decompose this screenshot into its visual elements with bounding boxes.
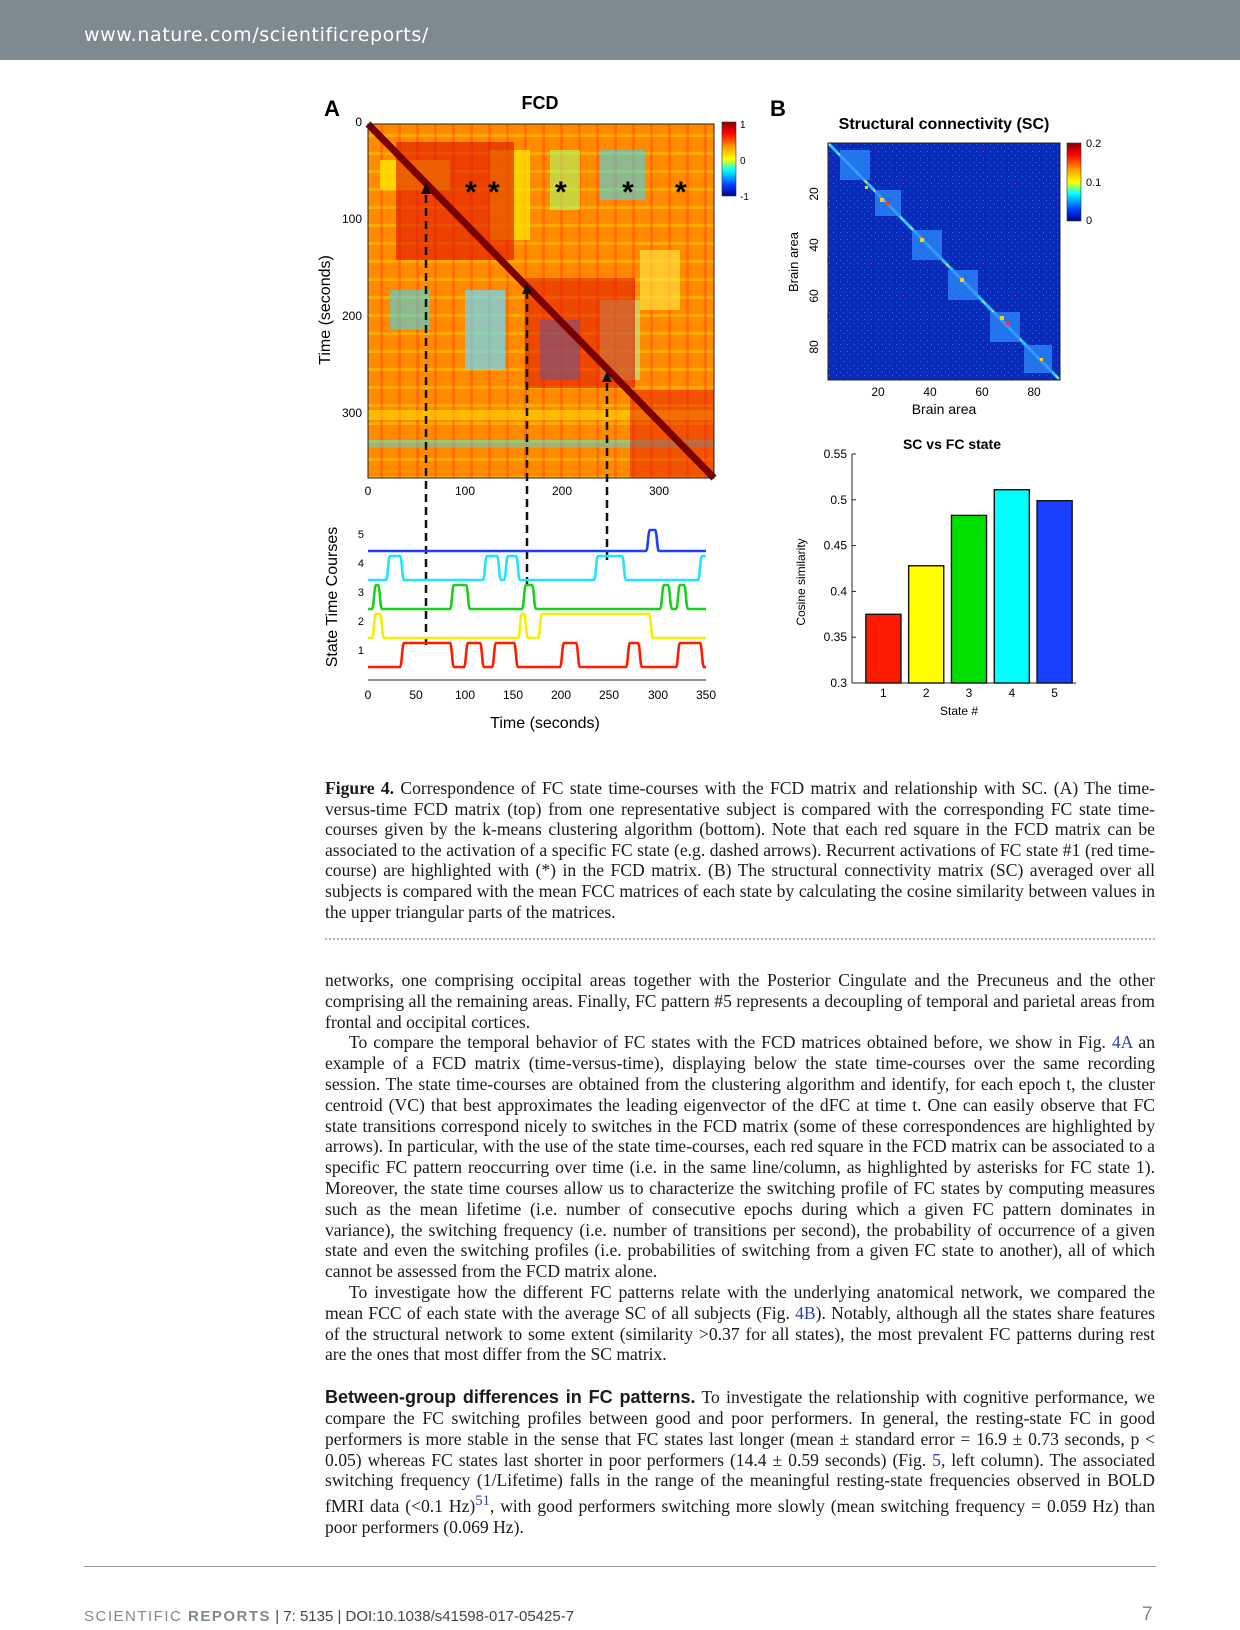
paragraph: networks, one comprising occipital areas together with the Posterior Cingulate and the Precuneus and the other comprising all the remaining areas. Finally, FC pattern #5 represents a decoupling of temporal and parietal areas from frontal and occipital cortices. (325, 970, 1155, 1032)
state-2-course (368, 614, 706, 638)
fcd-matrix (368, 124, 714, 478)
svg-text:5: 5 (357, 529, 364, 541)
bar-state-3 (951, 515, 986, 683)
fcd-yticks (342, 115, 362, 420)
y-tick-label: 0.4 (830, 584, 847, 599)
svg-text:2: 2 (357, 616, 364, 628)
y-tick-label: 0.45 (823, 538, 847, 553)
bar-chart-title: SC vs FC state (902, 436, 1002, 452)
state-ylabel: State Time Courses (324, 526, 341, 668)
footer-rule (84, 1566, 1156, 1567)
svg-text:300: 300 (647, 688, 669, 702)
svg-text:20: 20 (871, 385, 885, 399)
asterisk: * (555, 176, 567, 209)
svg-text:0: 0 (355, 115, 362, 129)
svg-text:1: 1 (740, 120, 746, 131)
fcd-xticks (365, 484, 670, 498)
bar-state-4 (994, 490, 1029, 683)
svg-text:0: 0 (364, 484, 372, 498)
svg-text:350: 350 (695, 688, 717, 702)
reference-link[interactable]: 51 (475, 1493, 490, 1510)
svg-text:4: 4 (357, 558, 364, 570)
asterisk: * (465, 176, 477, 209)
x-tick-label: 5 (1051, 686, 1058, 700)
caption-label: Figure 4. (325, 778, 395, 798)
sc-ylabel: Brain area (786, 232, 801, 292)
journal-name: SCIENTIFIC (84, 1608, 189, 1625)
panel-b-label: B (770, 96, 786, 121)
y-tick-label: 0.3 (830, 676, 847, 690)
footer (84, 1608, 574, 1625)
bar-chart-xlabel: State # (939, 704, 979, 718)
body-text (325, 970, 1155, 1538)
svg-text:80: 80 (807, 340, 821, 354)
sc-colorbar (1067, 138, 1101, 227)
sc-xlabel: Brain area (911, 401, 977, 417)
svg-text:0.1: 0.1 (1086, 177, 1102, 189)
state-time-courses (368, 530, 706, 680)
svg-text:60: 60 (975, 385, 989, 399)
state-4-course (368, 556, 706, 580)
journal-name-bold: REPORTS (188, 1608, 272, 1625)
y-tick-label: 0.35 (823, 630, 847, 645)
svg-text:80: 80 (1027, 385, 1041, 399)
figure-link[interactable]: 5 (932, 1449, 941, 1470)
x-tick-label: 1 (880, 686, 887, 700)
site-url[interactable]: www.nature.com/scientificreports/ (84, 24, 429, 46)
svg-text:0.2: 0.2 (1086, 138, 1102, 150)
svg-text:200: 200 (551, 484, 573, 498)
figure-caption (325, 778, 1155, 922)
sc-xticks (871, 385, 1041, 399)
asterisk: * (622, 176, 634, 209)
x-tick-label: 2 (922, 686, 930, 700)
section-title: Between-group differences in FC patterns. (325, 1387, 696, 1408)
paragraph: To compare the temporal behavior of FC states with the FCD matrices obtained before, we show in Fig. 4A an example of a FCD matrix (time-versus-time), displaying below the state time-courses over the same recording session. The state time-courses are obtained from the clustering algorithm and identify, for each epoch t, the cluster centroid (VC) that best approximates the leading eigenvector of the dFC at time t. One can easily observe that FC state transitions correspond nicely to switches in the FCD matrix (some of these correspondences are highlighted by arrows). In particular, with the use of the state time-courses, each red square in the FCD matrix can be associated to a specific FC pattern reoccurring over time (i.e. in the same line/column, as highlighted by asterisks for FC state 1). Moreover, the state time courses allow us to characterize the switching profile of FC states by computing measures such as the mean lifetime (i.e. number of consecutive epochs during which a given FC pattern dominates in variance), the switching frequency (i.e. number of transitions per second), the probability of occurrence of a given state and even the switching profiles (i.e. probabilities of switching from a given FC state to another), all of which cannot be assessed from the FCD matrix alone. (325, 1032, 1155, 1282)
figure-link[interactable]: 4B (795, 1302, 816, 1323)
fcd-colorbar (722, 120, 749, 203)
svg-text:40: 40 (923, 385, 937, 399)
state-3-course (368, 585, 706, 609)
svg-text:100: 100 (454, 484, 476, 498)
sc-matrix (828, 143, 1060, 380)
y-tick-label: 0.55 (823, 447, 847, 461)
bar-state-1 (866, 614, 901, 683)
bar-state-2 (909, 566, 944, 683)
asterisk: * (488, 176, 500, 209)
sc-title: Structural connectivity (SC) (838, 116, 1050, 133)
asterisk: * (675, 176, 687, 209)
panel-a-label: A (324, 96, 340, 121)
state-xlabel: Time (seconds) (490, 715, 600, 732)
y-tick-label: 0.5 (830, 492, 847, 507)
state-yticks (358, 529, 364, 657)
svg-text:0: 0 (364, 688, 372, 702)
svg-text:0: 0 (740, 156, 746, 167)
state-xticks (365, 688, 717, 702)
svg-text:100: 100 (454, 688, 476, 702)
svg-text:0: 0 (1086, 215, 1093, 227)
fcd-title: FCD (521, 93, 559, 113)
figure-4 (300, 90, 1160, 760)
svg-text:200: 200 (550, 688, 572, 702)
bar-state-5 (1037, 501, 1072, 683)
svg-text:40: 40 (807, 238, 821, 252)
svg-text:150: 150 (502, 688, 524, 702)
svg-text:300: 300 (341, 406, 362, 420)
divider (325, 938, 1155, 940)
sc-vs-fc-bar-chart (794, 436, 1076, 718)
paragraph: To investigate how the different FC patterns relate with the underlying anatomical network, we compared the mean FCC of each state with the average SC of all subjects (Fig. 4B). Notably, although all the states share features of the structural network to some extent (similarity >0.37 for all states), the most prevalent FC patterns during rest are the ones that most differ from the SC matrix. (325, 1281, 1155, 1365)
svg-text:1: 1 (357, 645, 364, 657)
figure-link[interactable]: 4A (1111, 1032, 1133, 1053)
x-tick-label: 4 (1008, 686, 1016, 700)
svg-text:300: 300 (648, 484, 670, 498)
svg-text:3: 3 (357, 587, 364, 599)
svg-text:20: 20 (807, 187, 821, 201)
sc-yticks (807, 187, 821, 354)
state-1-course (368, 643, 706, 667)
page-number: 7 (1142, 1604, 1153, 1625)
svg-text:200: 200 (341, 309, 362, 323)
svg-text:50: 50 (409, 688, 423, 702)
svg-text:60: 60 (807, 289, 821, 303)
fcd-ylabel: Time (seconds) (317, 255, 334, 365)
bar-chart-ylabel: Cosine similarity (794, 538, 808, 626)
caption-text: Correspondence of FC state time-courses with the FCD matrix and relationship with SC. (A) The time-versus-time FCD matrix (top) from one representative subject is compared with the corresponding FC state time-courses given by the k-means clustering algorithm (bottom). Note that each red square in the FCD matrix can be associated to the activation of a specific FC state (e.g. dashed arrows). Recurrent activations of FC state #1 (red time-course) are highlighted with (*) in the FCD matrix. (B) The structural connectivity matrix (SC) averaged over all subjects is compared with the mean FCC matrices of each state by calculating the cosine similarity between values in the upper triangular parts of the matrices. (325, 778, 1155, 922)
state-5-course (368, 530, 706, 551)
svg-text:-1: -1 (740, 192, 749, 203)
svg-text:100: 100 (341, 212, 362, 226)
x-tick-label: 3 (965, 686, 973, 700)
citation: | 7: 5135 | DOI:10.1038/s41598-017-05425-7 (271, 1608, 575, 1625)
svg-text:250: 250 (598, 688, 620, 702)
paragraph: Between-group differences in FC patterns. To investigate the relationship with cognitive performance, we compare the FC switching profiles between good and poor performers. In general, the resting-state FC in good performers is more stable in the sense that FC states last longer (mean ± standard error = 16.9 ± 0.73 seconds, p < 0.05) whereas FC states last shorter in poor performers (14.4 ± 0.59 seconds) (Fig. 5, left column). The associated switching frequency (1/Lifetime) falls in the range of the meaningful resting-state frequencies observed in BOLD fMRI data (<0.1 Hz)$^{51}$, with good performers switching more slowly (mean switching frequency = 0.059 Hz) than poor performers (0.069 Hz). (325, 1387, 1155, 1537)
site-header (0, 0, 1240, 60)
